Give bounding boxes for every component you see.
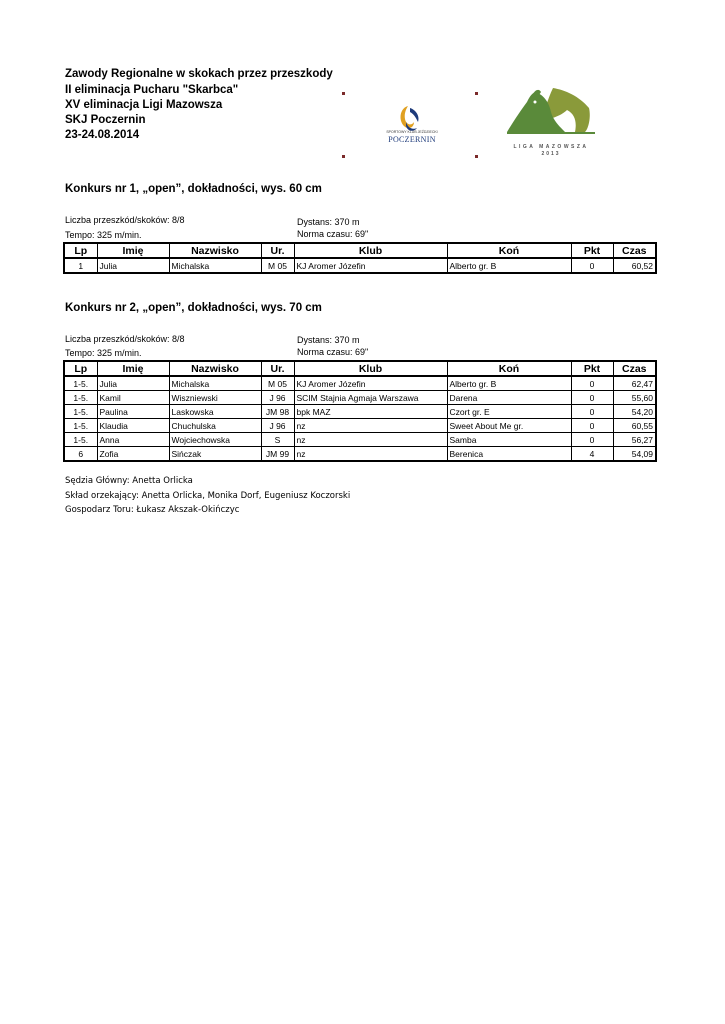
cell-ur: M 05 xyxy=(261,376,294,391)
col-header-imie: Imię xyxy=(97,243,169,258)
cell-kon: Sweet About Me gr. xyxy=(447,419,571,433)
col-header-czas: Czas xyxy=(613,361,656,376)
obstacles-count: Liczba przeszkód/skoków: 8/8 xyxy=(65,334,185,344)
cell-kon: Darena xyxy=(447,391,571,405)
table-row xyxy=(64,376,656,391)
cell-ur: J 96 xyxy=(261,391,294,405)
cell-imie: Paulina xyxy=(97,405,169,419)
cell-pkt: 4 xyxy=(571,447,613,462)
distance: Dystans: 370 m xyxy=(297,335,360,345)
table-row xyxy=(64,405,656,419)
cell-czas: 56,27 xyxy=(613,433,656,447)
cell-czas: 54,20 xyxy=(613,405,656,419)
cell-pkt: 0 xyxy=(571,391,613,405)
cell-lp: 1-5. xyxy=(64,376,97,391)
cell-czas: 62,47 xyxy=(613,376,656,391)
horse-icon xyxy=(505,86,597,144)
cell-czas: 60,52 xyxy=(613,258,656,273)
col-header-ur: Ur. xyxy=(261,243,294,258)
col-header-klub: Klub xyxy=(294,361,447,376)
cell-nazwisko: Michalska xyxy=(169,376,261,391)
cell-ur: JM 98 xyxy=(261,405,294,419)
col-header-kon: Koń xyxy=(447,243,571,258)
table-row xyxy=(64,419,656,433)
cell-ur: J 96 xyxy=(261,419,294,433)
event-subtitle-2: XV eliminacja Ligi Mazowsza xyxy=(65,99,223,111)
cell-klub: nz xyxy=(294,447,447,462)
col-header-czas: Czas xyxy=(613,243,656,258)
col-header-pkt: Pkt xyxy=(571,361,613,376)
obstacles-count: Liczba przeszkód/skoków: 8/8 xyxy=(65,215,185,225)
cell-nazwisko: Wiszniewski xyxy=(169,391,261,405)
cell-nazwisko: Chuchulska xyxy=(169,419,261,433)
cell-imie: Julia xyxy=(97,376,169,391)
course-designer: Gospodarz Toru: Łukasz Akszak-Okińczyc xyxy=(65,505,240,515)
table-row xyxy=(64,433,656,447)
distance: Dystans: 370 m xyxy=(297,217,360,227)
cell-klub: nz xyxy=(294,433,447,447)
cell-pkt: 0 xyxy=(571,405,613,419)
cell-lp: 1 xyxy=(64,258,97,273)
cell-lp: 1-5. xyxy=(64,391,97,405)
cell-imie: Julia xyxy=(97,258,169,273)
cell-kon: Czort gr. E xyxy=(447,405,571,419)
cell-ur: JM 99 xyxy=(261,447,294,462)
cell-lp: 1-5. xyxy=(64,405,97,419)
cell-czas: 54,09 xyxy=(613,447,656,462)
event-subtitle-1: II eliminacja Pucharu "Skarbca" xyxy=(65,84,239,96)
liga-mazowsza-logo xyxy=(505,86,597,158)
cell-kon: Samba xyxy=(447,433,571,447)
cell-lp: 1-5. xyxy=(64,419,97,433)
col-header-nazwisko: Nazwisko xyxy=(169,243,261,258)
table-row xyxy=(64,391,656,405)
tempo: Tempo: 325 m/min. xyxy=(65,230,142,240)
cell-klub: SCIM Stajnia Agmaja Warszawa xyxy=(294,391,447,405)
table-row xyxy=(64,258,656,273)
cell-pkt: 0 xyxy=(571,433,613,447)
liga-logo-year: 2013 xyxy=(541,151,561,157)
cell-kon: Alberto gr. B xyxy=(447,376,571,391)
liga-logo-name: LIGA MAZOWSZA xyxy=(513,144,589,150)
cell-nazwisko: Sińczak xyxy=(169,447,261,462)
poczernin-logo xyxy=(342,92,478,158)
cell-nazwisko: Laskowska xyxy=(169,405,261,419)
cell-imie: Klaudia xyxy=(97,419,169,433)
cell-czas: 55,60 xyxy=(613,391,656,405)
jury-members: Skład orzekający: Anetta Orlicka, Monika Dorf, Eugeniusz Koczorski xyxy=(65,491,351,501)
cell-imie: Anna xyxy=(97,433,169,447)
col-header-imie: Imię xyxy=(97,361,169,376)
cell-ur: S xyxy=(261,433,294,447)
event-venue: SKJ Poczernin xyxy=(65,114,146,126)
cell-lp: 6 xyxy=(64,447,97,462)
table-row xyxy=(64,447,656,462)
col-header-klub: Klub xyxy=(294,243,447,258)
cell-imie: Zofia xyxy=(97,447,169,462)
table-header-row xyxy=(64,361,656,376)
event-title: Zawody Regionalne w skokach przez przeszkody xyxy=(65,68,333,80)
chief-judge: Sędzia Główny: Anetta Orlicka xyxy=(65,476,193,486)
time-norm: Norma czasu: 69" xyxy=(297,229,369,239)
time-norm: Norma czasu: 69" xyxy=(297,347,369,357)
cell-klub: KJ Aromer Józefin xyxy=(294,258,447,273)
results-table xyxy=(63,360,657,462)
event-date: 23-24.08.2014 xyxy=(65,129,140,141)
competition-title: Konkurs nr 1, „open”, dokładności, wys. 60 cm xyxy=(65,183,322,195)
cell-klub: KJ Aromer Józefin xyxy=(294,376,447,391)
cell-nazwisko: Wojciechowska xyxy=(169,433,261,447)
cell-kon: Alberto gr. B xyxy=(447,258,571,273)
results-table xyxy=(63,242,657,274)
cell-nazwisko: Michalska xyxy=(169,258,261,273)
cell-klub: bpk MAZ xyxy=(294,405,447,419)
cell-imie: Kamil xyxy=(97,391,169,405)
col-header-lp: Lp xyxy=(64,243,97,258)
cell-czas: 60,55 xyxy=(613,419,656,433)
poczernin-logo-name: POCZERNIN xyxy=(388,135,436,144)
col-header-lp: Lp xyxy=(64,361,97,376)
table-header-row xyxy=(64,243,656,258)
col-header-kon: Koń xyxy=(447,361,571,376)
col-header-ur: Ur. xyxy=(261,361,294,376)
cell-pkt: 0 xyxy=(571,376,613,391)
cell-klub: nz xyxy=(294,419,447,433)
cell-pkt: 0 xyxy=(571,258,613,273)
cell-pkt: 0 xyxy=(571,419,613,433)
col-header-nazwisko: Nazwisko xyxy=(169,361,261,376)
cell-lp: 1-5. xyxy=(64,433,97,447)
tempo: Tempo: 325 m/min. xyxy=(65,348,142,358)
cell-ur: M 05 xyxy=(261,258,294,273)
competition-title: Konkurs nr 2, „open”, dokładności, wys. 70 cm xyxy=(65,302,322,314)
poczernin-logo-small-text: SPORTOWY KLUB JEŹDZIECKI xyxy=(386,130,438,134)
col-header-pkt: Pkt xyxy=(571,243,613,258)
cell-kon: Berenica xyxy=(447,447,571,462)
